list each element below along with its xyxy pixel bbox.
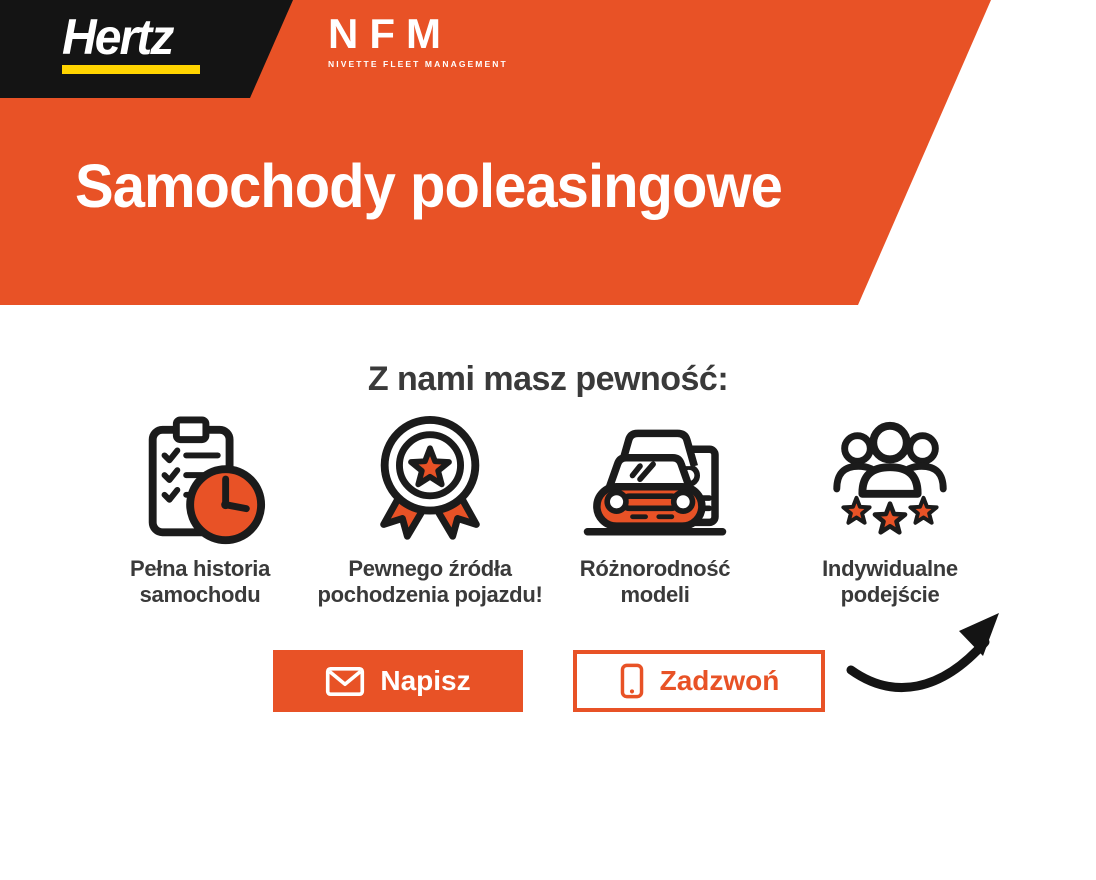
write-button[interactable] [273, 650, 523, 712]
call-button[interactable] [573, 650, 825, 712]
hertz-yellow-bar [62, 65, 200, 74]
nfm-wordmark: NFM [328, 10, 452, 57]
feature-models [530, 414, 780, 609]
hertz-logo [62, 9, 200, 74]
feature-label-line1: Indywidualne [822, 556, 958, 581]
curved-arrow-icon [845, 606, 1015, 704]
feature-individual [765, 414, 1015, 609]
feature-label-line1: Pełna historia [129, 556, 271, 581]
write-button-label: Napisz [380, 665, 471, 696]
nfm-subtitle: NIVETTE FLEET MANAGEMENT [328, 59, 508, 69]
nfm-logo [328, 10, 508, 69]
section-heading: Z nami masz pewność: [367, 360, 729, 398]
feature-label-line1: Różnorodność [579, 556, 731, 581]
page-title: Samochody poleasingowe [75, 152, 782, 220]
feature-origin [305, 414, 555, 609]
feature-label-line2: podejście [840, 582, 940, 608]
feature-label [305, 556, 555, 609]
phone-icon [619, 662, 645, 700]
cars-icon [530, 414, 780, 552]
call-button-label: Zadzwoń [659, 665, 780, 696]
feature-label [765, 556, 1015, 609]
clipboard-clock-icon [75, 414, 325, 552]
feature-label [75, 556, 325, 609]
feature-label-line2: pochodzenia pojazdu! [317, 582, 543, 608]
feature-label-line1: Pewnego źródła [348, 556, 512, 581]
feature-label-line2: samochodu [139, 582, 261, 608]
envelope-icon [325, 666, 365, 697]
award-ribbon-icon [305, 414, 555, 552]
people-stars-icon [765, 414, 1015, 552]
feature-history [75, 414, 325, 609]
hertz-wordmark: Hertz [62, 9, 173, 65]
feature-label [530, 556, 780, 609]
feature-label-line2: modeli [620, 582, 690, 608]
